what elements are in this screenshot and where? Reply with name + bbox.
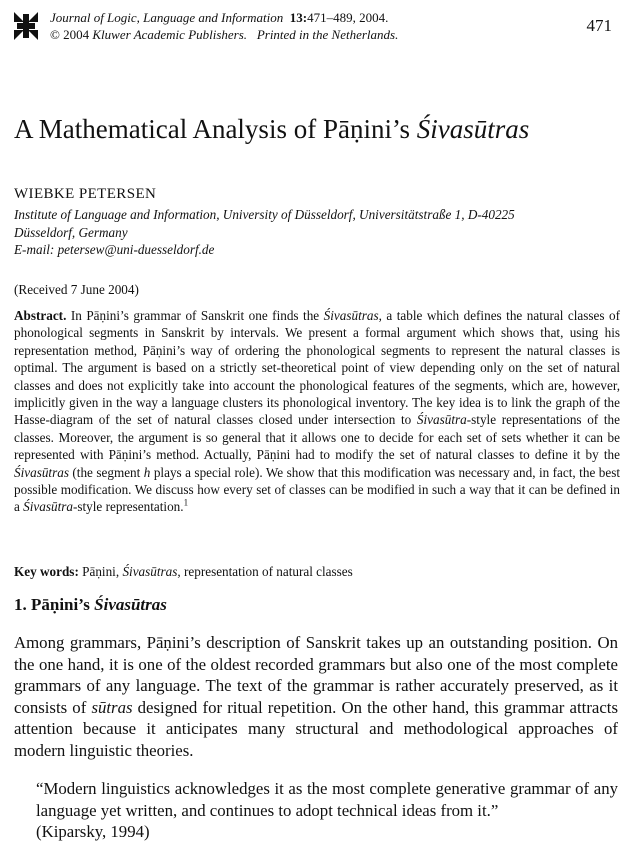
keywords: Key words: Pāṇini, Śivasūtras, representation of natural classes [14,564,353,579]
journal-name: Journal of Logic, Language and Information [50,10,284,25]
copyright-line [50,27,398,43]
paper-title: A Mathematical Analysis of Pāṇini’s Śivasūtras [14,114,530,144]
abstract: Abstract. In Pāṇini’s grammar of Sanskrit one finds the Śivasūtras, a table which defines the natural classes of phonological segments in Sanskrit by intervals. We present a formal argument which shows that, using his representation method, Pāṇini’s way of ordering the phonological segments to represent the natural classes is optimal. The argument is based on a strictly set-theoretical point of view depending only on the set of natural classes and does not explicitly take into account the phonological features of the segments, which are, however, implicitly given in the way a language clusters its phonological inventory. The key idea is to link the graph of the Hasse-diagram of the set of natural classes closed under intersection to Śivasūtra-style representations of the classes. Moreover, the argument is so general that it allows one to decide for each set of sets whether it can be represented with Pāṇini’s method. Actually, Pāṇini had to modify the set of natural classes to define it by the Śivasūtras (the segment h plays a special role). We show that this modification was necessary and, in fact, the best possible modification. We discuss how every set of classes can be modified in such a way that it can be defined in a Śivasūtra-style representation.$^1$ [14,308,620,515]
keywords-label: Key words: [14,564,79,579]
quote-text: “Modern linguistics acknowledges it as the most complete generative grammar of any language yet written, and continues to adopt technical ideas from it.” [36,779,618,820]
journal-pages: 471–489, 2004. [307,10,389,25]
author-email: E-mail: petersew@uni-duesseldorf.de [14,242,215,257]
page-number: 471 [586,16,612,35]
publisher-logo-icon [14,10,38,42]
section-number: 1. [14,595,27,614]
received-date: (Received 7 June 2004) [14,282,139,297]
footnote-marker[interactable]: 1 [183,498,189,509]
affiliation-line: Düsseldorf, Germany [14,224,128,240]
author-name: WIEBKE PETERSEN [14,186,157,202]
journal-header [14,8,618,48]
journal-volume: 13: [289,10,308,25]
section-heading: 1. Pāṇini’s Śivasūtras [14,595,167,614]
affiliation-line: Institute of Language and Information, University of Düsseldorf, Universitätstraße 1, D-40225 [14,207,515,222]
copyright-year: © 2004 [50,27,90,42]
quote-citation: (Kiparsky, 1994) [36,822,150,842]
journal-citation [50,10,388,26]
printed-note: Printed in the Netherlands. [256,27,399,42]
abstract-label: Abstract. [14,308,67,323]
block-quote [36,778,618,843]
body-paragraph: Among grammars, Pāṇini’s description of Sanskrit takes up an outstanding position. On the one hand, it is one of the oldest recorded grammars but also one of the most complete grammars of any language. The text of the grammar is rather accurately preserved, as it consists of sūtras designed for ritual repetition. On the other hand, this grammar attracts attention because it anticipates many structural and methodological approaches of modern linguistic theories. [14,633,618,760]
author-affiliation [14,206,620,259]
publisher-name: Kluwer Academic Publishers. [92,27,248,42]
